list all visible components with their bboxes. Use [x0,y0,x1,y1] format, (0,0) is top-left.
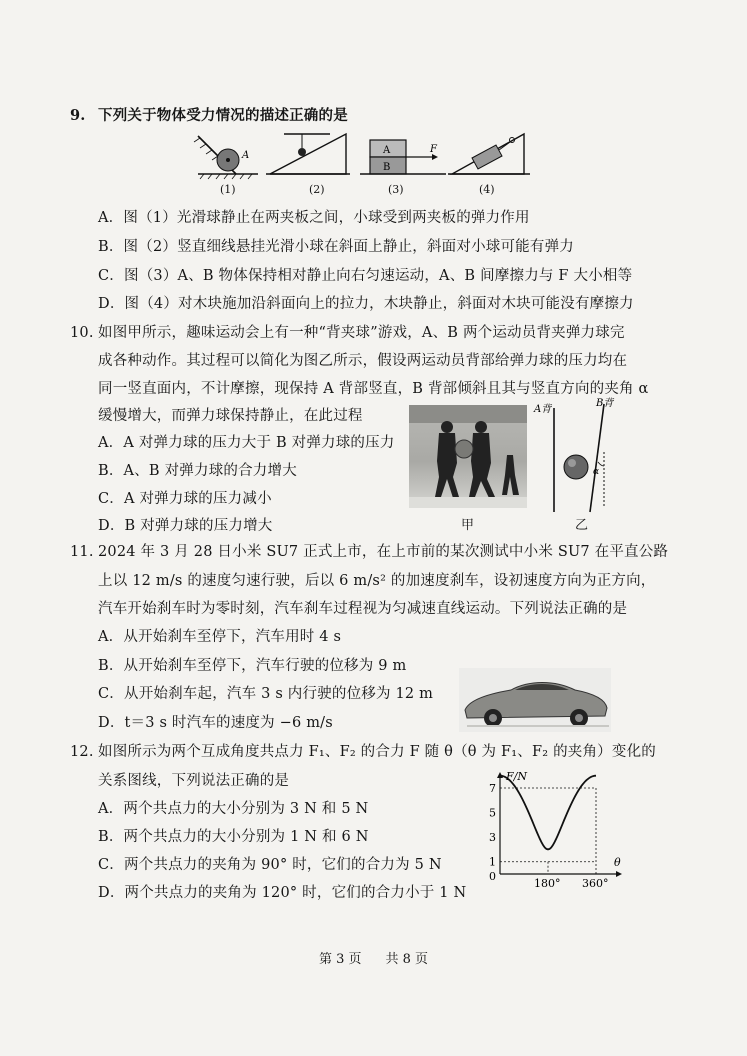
q10-stem-line-3: 同一竖直面内，不计摩擦，现保持 A 背部竖直，B 背部倾斜且其与竖直方向的夹角 α [98,381,649,397]
car-illustration [459,668,611,732]
y-tick-5: 5 [489,806,496,820]
x-tick-180: 180° [534,877,561,890]
force-curve [500,776,596,850]
q10-diagram-yi [532,396,632,520]
q10-option-b: B．A、B 对弹力球的合力增大 [98,463,297,479]
fig2-hanging-ball-on-incline [266,134,350,174]
page-number: 第 3 页 [318,952,362,967]
fig4-caption: (4) [479,183,495,196]
q9-option-c: C．图（3）A、B 物体保持相对静止向右匀速运动，A、B 间摩擦力与 F 大小相等 [98,268,633,284]
fig2-caption: (2) [309,183,325,196]
q9-stem: 9. 下列关于物体受力情况的描述正确的是 [70,107,348,124]
fig3-label-a: A [383,145,391,156]
q10-stem-line-1: 10. 如图甲所示，趣味运动会上有一种“背夹球”游戏，A、B 两个运动员背夹弹力球完 [70,325,625,341]
origin-label: 0 [489,870,496,883]
q9-option-d: D．图（4）对木块施加沿斜面向上的拉力，木块静止，斜面对木块可能没有摩擦力 [98,296,634,312]
fig3-caption: (3) [388,183,404,196]
q12-stem-line-2: 关系图线，下列说法正确的是 [98,773,290,789]
y-tick-1: 1 [489,855,496,869]
q11-option-c: C．从开始刹车起，汽车 3 s 内行驶的位移为 12 m [98,686,434,702]
q9-option-a: A．图（1）光滑球静止在两夹板之间，小球受到两夹板的弹力作用 [98,210,530,226]
q11-stem-line-3: 汽车开始刹车时为零时刻，汽车刹车过程视为匀减速直线运动。下列说法正确的是 [98,601,628,617]
fig3-label-b: B [383,162,391,173]
q11-option-b: B．从开始刹车至停下，汽车行驶的位移为 9 m [98,658,407,674]
q10-option-a: A．A 对弹力球的压力大于 B 对弹力球的压力 [98,435,395,451]
q11-car-photo [459,668,611,732]
q10-caption-jia: 甲 [461,518,475,533]
fig1-caption: (1) [220,183,236,196]
guide-lines [500,788,596,874]
q10-stem-line-2: 成各种动作。其过程可以简化为图乙所示，假设两运动员背部给弹力球的压力均在 [98,353,628,369]
q12-option-a: A．两个共点力的大小分别为 3 N 和 5 N [98,801,369,817]
q11-option-a: A．从开始刹车至停下，汽车用时 4 s [98,629,342,645]
label-b-back: B背 [596,398,614,409]
q11-option-d: D．t＝3 s 时汽车的速度为 −6 m/s [98,715,333,731]
q11-stem-line-2: 上以 12 m/s 的速度匀速行驶，后以 6 m/s² 的加速度刹车，设初速度方向为正方向， [98,573,656,589]
q11-stem-line-1: 11. 2024 年 3 月 28 日小米 SU7 正式上市，在上市前的某次测试中小米 SU7 在平直公路 [70,544,669,560]
q10-option-d: D．B 对弹力球的压力增大 [98,518,273,534]
fig4-block-on-incline [448,134,530,174]
q12-stem-line-1: 12. 如图所示为两个互成角度共点力 F₁、F₂ 的合力 F 随 θ（θ 为 F₁、F₂ 的夹角）变化的 [70,744,656,760]
label-alpha: α [593,467,600,477]
q12-option-d: D．两个共点力的夹角为 120° 时，它们的合力小于 1 N [98,885,467,901]
y-tick-7: 7 [489,782,496,795]
fig3-label-f: F [430,144,437,155]
q10-stem-line-4: 缓慢增大，而弹力球保持静止，在此过程 [98,408,363,424]
label-a-back: A背 [534,404,552,415]
page-total: 共 8 页 [385,952,429,967]
q10-photo-jia [409,405,527,508]
q10-caption-yi: 乙 [575,518,589,533]
x-tick-360: 360° [582,877,609,890]
y-axis-label: F/N [506,770,527,783]
q12-force-angle-chart [478,766,628,890]
x-axis-label: θ [614,856,621,869]
q12-option-c: C．两个共点力的夹角为 90° 时，它们的合力为 5 N [98,857,442,873]
q12-option-b: B．两个共点力的大小分别为 1 N 和 6 N [98,829,369,845]
fig1-label-a: A [242,150,250,161]
page-footer [0,948,747,967]
players-silhouette [409,405,527,508]
q9-option-b: B．图（2）竖直细线悬挂光滑小球在斜面上静止，斜面对小球可能有弹力 [98,239,574,255]
x-axis-arrow [616,871,622,877]
q10-option-c: C．A 对弹力球的压力减小 [98,491,272,507]
y-tick-3: 3 [489,831,496,845]
